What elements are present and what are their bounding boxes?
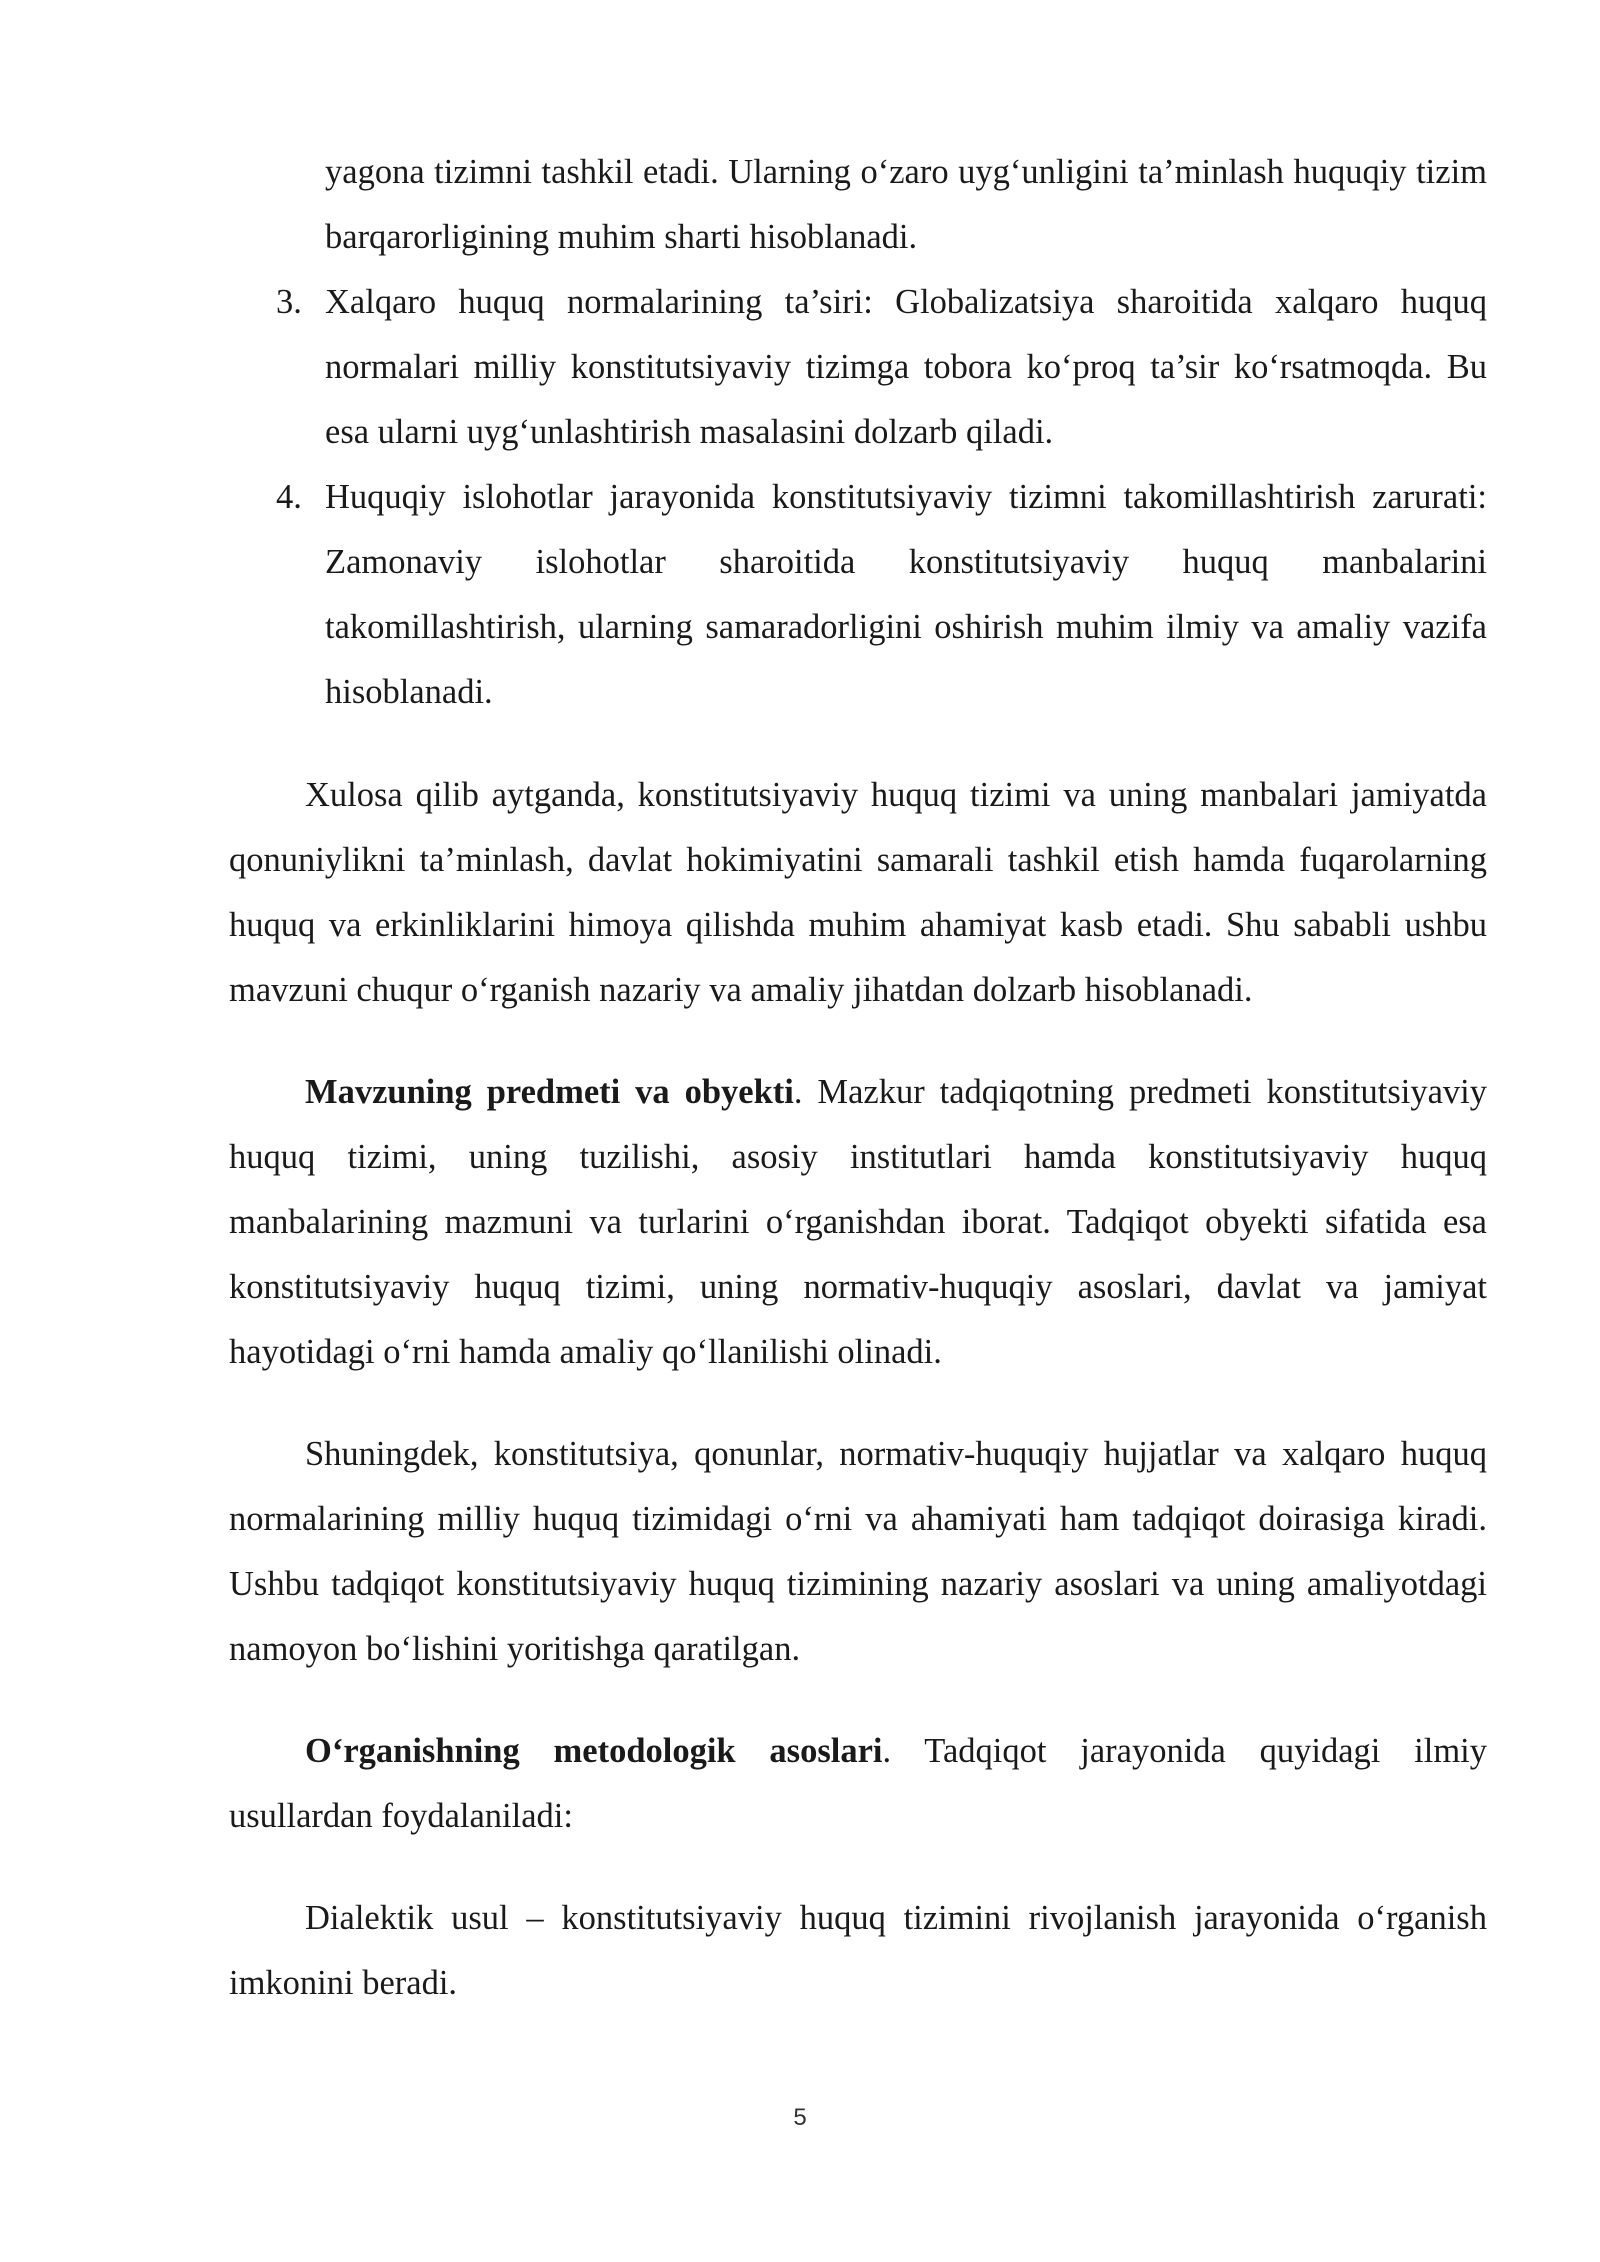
page-content: [229, 140, 1487, 2016]
list-item-3: [229, 270, 1487, 465]
dialectic-paragraph: Dialektik usul – konstitutsiyaviy huquq tizimini rivojlanish jarayonida o‘rganish imkonini beradi.: [229, 1899, 1487, 2002]
page-number: 5: [793, 2104, 807, 2131]
subject-heading: Mavzuning predmeti va obyekti: [305, 1073, 794, 1111]
list-item-4: [229, 465, 1487, 725]
list-number: 3.: [276, 283, 302, 321]
method-paragraph: [229, 1719, 1487, 1849]
subject-body: . Mazkur tadqiqotning predmeti konstitutsiyaviy huquq tizimi, uning tuzilishi, asosiy institutlari hamda konstitutsiyaviy huquq manbalarining mazmuni va turlarini o‘rganishdan iborat. Tadqiqot obyekti sifatida esa konstitutsiyaviy huquq tizimi, uning normativ-huquqiy asoslari, davlat va jamiyat hayotidagi o‘rni hamda amaliy qo‘llanilishi olinadi.: [229, 1073, 1487, 1371]
subject-paragraph: [229, 1060, 1487, 1385]
list-item-text: Huquqiy islohotlar jarayonida konstitutsiyaviy tizimni takomillashtirish zarurati: Zamonaviy islohotlar sharoitida konstitutsiyaviy huquq manbalarini takomillashtirish, ularning samaradorligini oshirish muhim ilmiy va amaliy vazifa hisoblanadi.: [325, 478, 1487, 711]
list-item-text: Xalqaro huquq normalarining ta’siri: Globalizatsiya sharoitida xalqaro huquq normalari milliy konstitutsiyaviy tizimga tobora ko‘proq ta’sir ko‘rsatmoqda. Bu esa ularni uyg‘unlashtirish masalasini dolzarb qiladi.: [325, 283, 1487, 451]
list-number: 4.: [276, 478, 302, 516]
method-heading: O‘rganishning metodologik asoslari: [305, 1732, 883, 1770]
method-body: . Tadqiqot jarayonida quyidagi ilmiy usullardan foydalaniladi:: [229, 1732, 1487, 1835]
scope-paragraph: Shuningdek, konstitutsiya, qonunlar, normativ-huquqiy hujjatlar va xalqaro huquq normalarining milliy huquq tizimidagi o‘rni va ahamiyati ham tadqiqot doirasiga kiradi. Ushbu tadqiqot konstitutsiyaviy huquq tizimining nazariy asoslari va uning amaliyotdagi namoyon bo‘lishini yoritishga qaratilgan.: [229, 1435, 1487, 1668]
conclusion-paragraph: Xulosa qilib aytganda, konstitutsiyaviy huquq tizimi va uning manbalari jamiyatda qonuniylikni ta’minlash, davlat hokimiyatini samarali tashkil etish hamda fuqarolarning huquq va erkinliklarini himoya qilishda muhim ahamiyat kasb etadi. Shu sababli ushbu mavzuni chuqur o‘rganish nazariy va amaliy jihatdan dolzarb hisoblanadi.: [229, 776, 1487, 1009]
list-item-continuation: yagona tizimni tashkil etadi. Ularning o‘zaro uyg‘unligini ta’minlash huquqiy tizim barqarorligining muhim sharti hisoblanadi.: [325, 153, 1487, 256]
